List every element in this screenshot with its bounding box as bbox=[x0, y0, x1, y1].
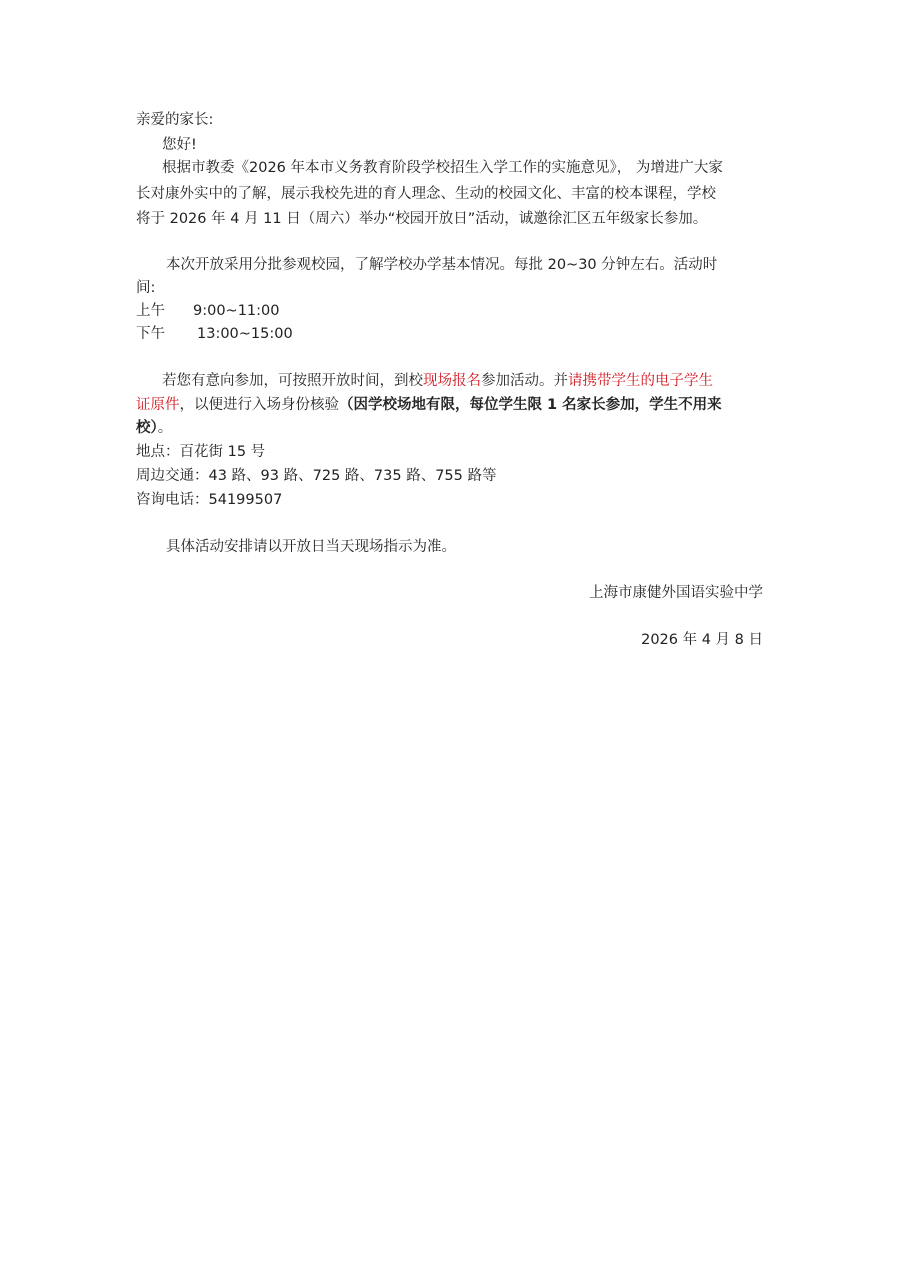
signature: 上海市康健外国语实验中学 bbox=[589, 585, 763, 601]
paragraph-3-line-2 bbox=[136, 395, 722, 415]
arrangement-note: 具体活动安排请以开放日当天现场指示为准。 bbox=[166, 539, 456, 555]
transport-line: 周边交通：43 路、93 路、725 路、735 路、755 路等 bbox=[136, 468, 497, 484]
letter-date: 2026 年 4 月 8 日 bbox=[641, 632, 763, 648]
schedule-morning bbox=[136, 301, 280, 321]
paragraph-1-line-3: 将于 2026 年 4 月 11 日（周六）举办“校园开放日”活动，诚邀徐汇区五年级家长参加。 bbox=[136, 211, 708, 227]
paragraph-2-line-2: 间: bbox=[136, 280, 156, 296]
paragraph-3-line-3 bbox=[136, 418, 172, 438]
paragraph-3-line-1 bbox=[162, 371, 713, 391]
schedule-morning-time: 9:00~11:00 bbox=[193, 303, 280, 319]
bring-student-id-highlight: 请携带学生的电子学生 bbox=[568, 373, 713, 389]
location-line: 地点：百花街 15 号 bbox=[136, 444, 266, 460]
schedule-morning-label: 上午 bbox=[136, 303, 165, 319]
schedule-afternoon-label: 下午 bbox=[136, 326, 165, 342]
paragraph-1-line-2: 长对康外实中的了解，展示我校先进的育人理念、生动的校园文化、丰富的校本课程，学校 bbox=[136, 186, 716, 202]
schedule-afternoon bbox=[136, 324, 293, 344]
greeting: 亲爱的家长: bbox=[136, 112, 214, 128]
schedule-afternoon-time: 13:00~15:00 bbox=[197, 326, 293, 342]
original-document-highlight: 证原件 bbox=[136, 397, 180, 413]
paragraph-3-text-b: 参加活动。并 bbox=[481, 373, 568, 389]
attendance-limit-notice-end: 校） bbox=[136, 420, 158, 436]
attendance-limit-notice: （因学校场地有限，每位学生限 1 名家长参加，学生不用来 bbox=[339, 397, 722, 413]
phone-line: 咨询电话：54199507 bbox=[136, 492, 283, 508]
paragraph-3-text-a: 若您有意向参加，可按照开放时间，到校 bbox=[162, 373, 423, 389]
hello-line: 您好! bbox=[162, 137, 197, 153]
paragraph-2-line-1: 本次开放采用分批参观校园，了解学校办学基本情况。每批 20~30 分钟左右。活动时 bbox=[166, 257, 718, 273]
onsite-registration-highlight: 现场报名 bbox=[423, 373, 481, 389]
paragraph-1-line-1: 根据市教委《2026 年本市义务教育阶段学校招生入学工作的实施意见》， 为增进广大家 bbox=[162, 160, 723, 176]
paragraph-3-text-c: ，以便进行入场身份核验 bbox=[179, 397, 339, 413]
paragraph-3-period: 。 bbox=[157, 420, 173, 436]
